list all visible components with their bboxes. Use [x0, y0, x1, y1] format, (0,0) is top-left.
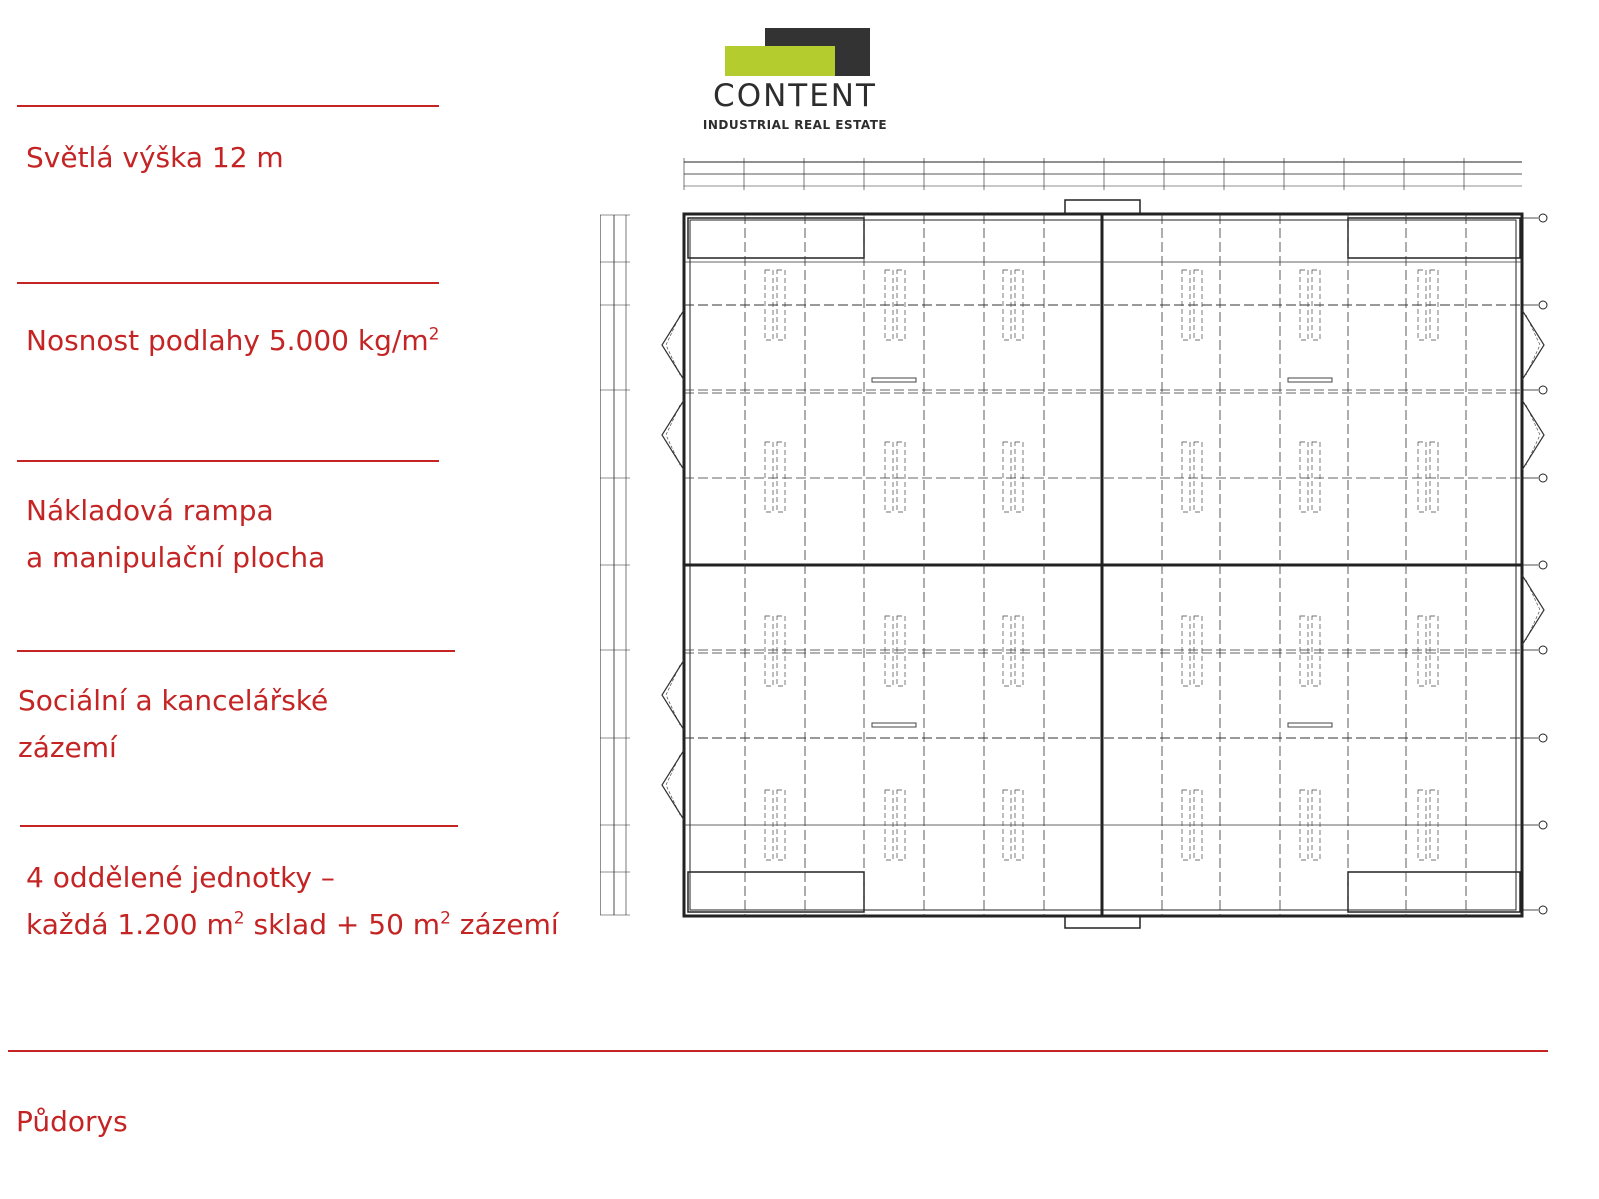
- axis-bubble: [1539, 561, 1547, 569]
- unit-label-bar: [1288, 378, 1332, 382]
- rack-outline: [1430, 616, 1438, 686]
- rack-outline: [1003, 616, 1011, 686]
- company-logo: [690, 28, 900, 138]
- unit-label-bar: [872, 378, 916, 382]
- loading-ramp-right: [1526, 315, 1540, 375]
- axis-bubble: [1539, 301, 1547, 309]
- loading-ramp-left: [666, 315, 680, 375]
- feature-office-line1: Sociální a kancelářské: [18, 684, 329, 717]
- rack-outline: [1418, 442, 1426, 512]
- feature-units-line1: 4 oddělené jednotky –: [26, 861, 335, 894]
- loading-ramp-right: [1522, 310, 1544, 380]
- feature-units-line2-c: zázemí: [450, 908, 559, 941]
- rack-outline: [885, 616, 893, 686]
- divider-5: [20, 825, 458, 827]
- office-block-se: [1348, 872, 1520, 912]
- feature-clear-height: [26, 134, 284, 181]
- feature-ramp-line2: a manipulační plocha: [26, 541, 326, 574]
- loading-ramp-left: [666, 755, 680, 815]
- rack-outline: [1015, 442, 1023, 512]
- entrance-top: [1065, 200, 1140, 214]
- axis-bubble: [1539, 214, 1547, 222]
- axis-bubble: [1539, 906, 1547, 914]
- feature-office: [18, 677, 328, 771]
- logo-wordmark: CONTENT: [713, 78, 877, 114]
- rack-outline: [897, 616, 905, 686]
- rack-outline: [1300, 616, 1308, 686]
- loading-ramp-left: [662, 660, 684, 730]
- floor-plan-caption: Půdorys: [16, 1105, 128, 1138]
- feature-ramp-line1: Nákladová rampa: [26, 494, 274, 527]
- axis-bubble: [1539, 821, 1547, 829]
- unit-label-bar: [872, 723, 916, 727]
- rack-outline: [1418, 616, 1426, 686]
- divider-4: [17, 650, 455, 652]
- feature-units-line2-a: každá 1.200 m: [26, 908, 234, 941]
- office-block-sw: [688, 872, 864, 912]
- office-block-ne: [1348, 218, 1520, 258]
- rack-outline: [1430, 442, 1438, 512]
- rack-outline: [1312, 616, 1320, 686]
- rack-outline: [1312, 442, 1320, 512]
- loading-ramp-right: [1526, 405, 1540, 465]
- logo-tagline: INDUSTRIAL REAL ESTATE: [702, 118, 888, 132]
- axis-bubble: [1539, 734, 1547, 742]
- logo-mark-icon: [725, 28, 870, 78]
- rack-outline: [777, 442, 785, 512]
- rack-outline: [1182, 442, 1190, 512]
- feature-clear-height-text: Světlá výška 12 m: [26, 141, 284, 174]
- feature-floor-load-text: Nosnost podlahy 5.000 kg/m: [26, 324, 429, 357]
- rack-outline: [1015, 616, 1023, 686]
- loading-ramp-left: [666, 405, 680, 465]
- rack-outline: [1003, 442, 1011, 512]
- loading-ramp-left: [662, 310, 684, 380]
- unit-label-bar: [1288, 723, 1332, 727]
- feature-office-line2: zázemí: [18, 731, 117, 764]
- divider-2: [17, 282, 439, 284]
- floor-plan-drawing: [600, 150, 1599, 950]
- loading-ramp-right: [1526, 580, 1540, 640]
- loading-ramp-left: [666, 665, 680, 725]
- divider-1: [17, 105, 439, 107]
- entrance-bottom: [1065, 916, 1140, 928]
- rack-outline: [777, 616, 785, 686]
- loading-ramp-right: [1522, 575, 1544, 645]
- rack-outline: [765, 616, 773, 686]
- divider-3: [17, 460, 439, 462]
- feature-units-sup1: 2: [233, 908, 245, 929]
- rack-outline: [1194, 442, 1202, 512]
- feature-units-line2: [26, 901, 559, 948]
- rack-outline: [1300, 442, 1308, 512]
- feature-units-line2-b: sklad + 50 m: [244, 908, 441, 941]
- rack-outline: [1194, 616, 1202, 686]
- divider-bottom: [8, 1050, 1548, 1052]
- feature-ramp: [26, 487, 325, 581]
- rack-outline: [885, 442, 893, 512]
- axis-bubble: [1539, 646, 1547, 654]
- rack-outline: [897, 442, 905, 512]
- feature-units: [26, 854, 559, 948]
- loading-ramp-left: [662, 400, 684, 470]
- loading-ramp-left: [662, 750, 684, 820]
- feature-units-sup2: 2: [440, 908, 451, 929]
- loading-ramp-right: [1522, 400, 1544, 470]
- axis-bubble: [1539, 474, 1547, 482]
- office-block-nw: [688, 218, 864, 258]
- rack-outline: [1182, 616, 1190, 686]
- feature-floor-load-sup: 2: [428, 324, 440, 345]
- axis-bubble: [1539, 386, 1547, 394]
- feature-floor-load: [26, 317, 439, 364]
- rack-outline: [765, 442, 773, 512]
